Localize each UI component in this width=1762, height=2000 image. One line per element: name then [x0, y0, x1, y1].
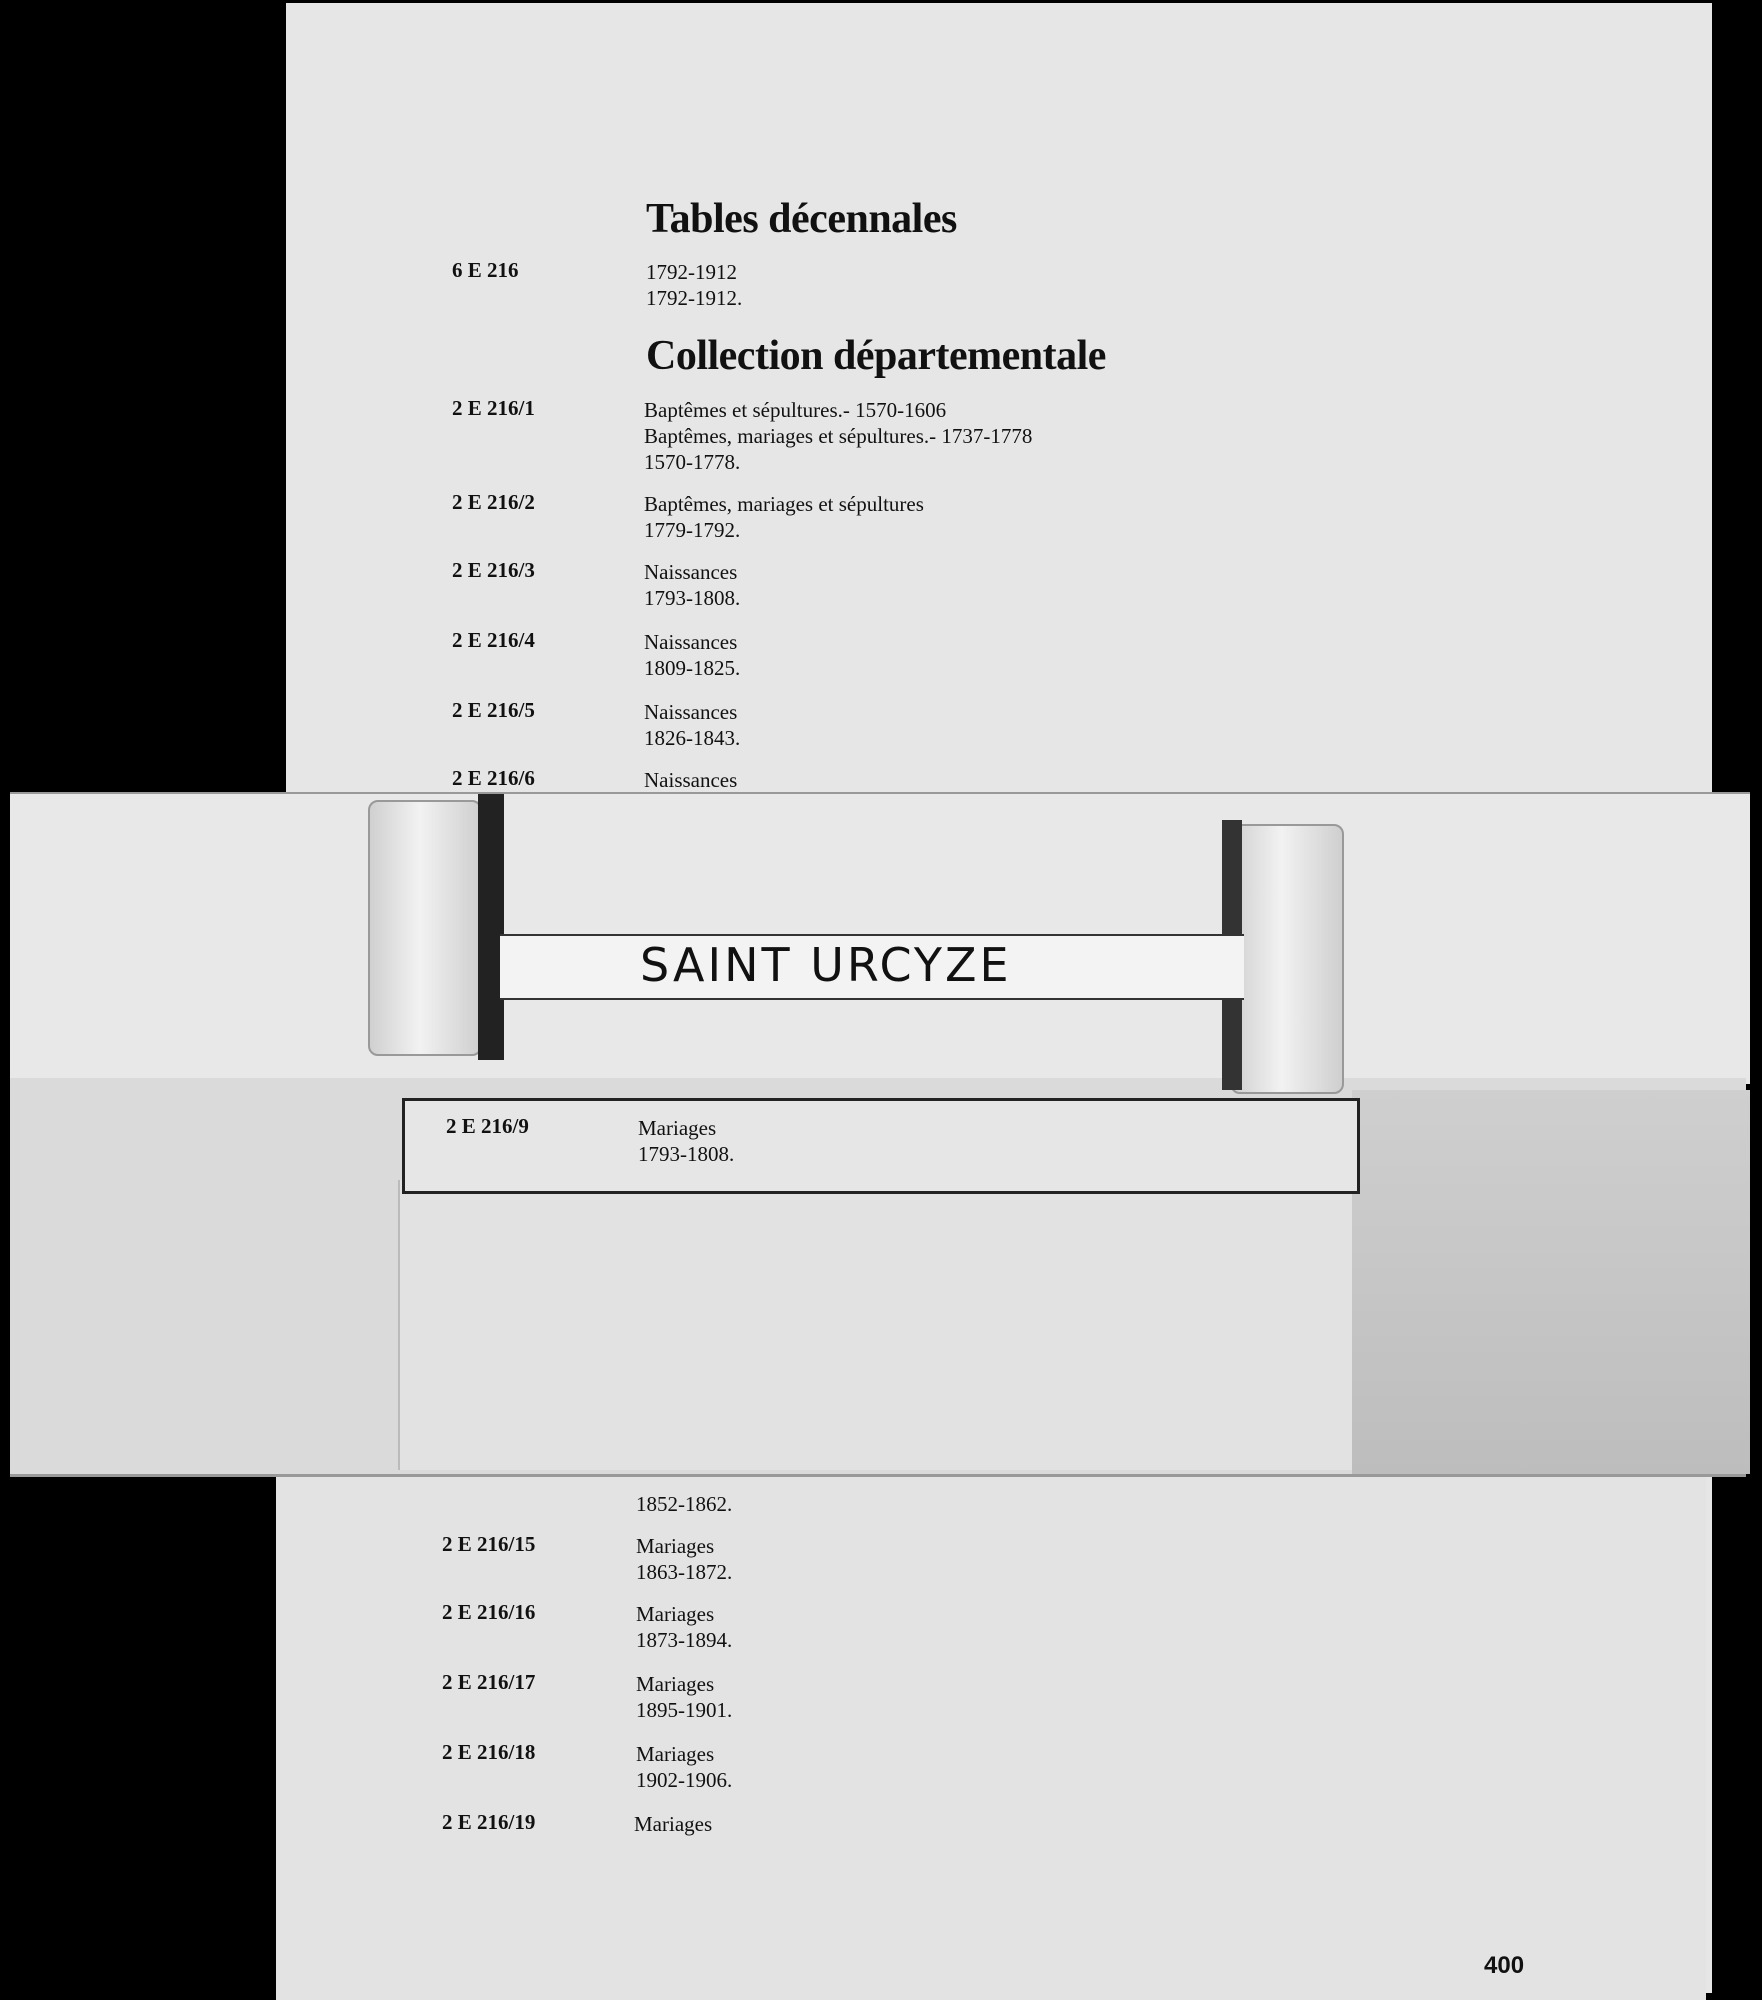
entry-code: 2 E 216/15 — [442, 1532, 536, 1556]
entry-line: Mariages — [636, 1742, 715, 1766]
entry-line: Mariages — [636, 1672, 715, 1696]
entry-line: 1826-1843. — [644, 726, 741, 750]
paper-roll-right — [1230, 824, 1344, 1094]
commune-label: SAINT URCYZE — [640, 938, 1012, 992]
inner-paper-panel — [398, 1180, 1352, 1470]
entry-code: 2 E 216/18 — [442, 1740, 536, 1764]
entry-line: Naissances — [644, 768, 738, 792]
entry-line: Naissances — [644, 630, 738, 654]
label-shaded-area — [1352, 1090, 1750, 1474]
entry-line: Mariages — [636, 1602, 715, 1626]
entry-code: 2 E 216/4 — [452, 628, 535, 652]
entry-line: Naissances — [644, 560, 738, 584]
paper-roll-left — [368, 800, 482, 1056]
roll-shadow — [478, 794, 504, 1060]
page-number: 400 — [1484, 1952, 1525, 1979]
section-heading-collection: Collection départementale — [646, 333, 1106, 379]
entry-line: 1895-1901. — [636, 1698, 733, 1722]
entry-line: 1863-1872. — [636, 1560, 733, 1584]
visible-entry-box — [402, 1098, 1360, 1194]
entry-line: 1792-1912 — [646, 260, 737, 284]
entry-code: 2 E 216/2 — [452, 490, 535, 514]
entry-line: 1793-1808. — [644, 586, 741, 610]
entry-line: Mariages — [638, 1116, 717, 1140]
entry-line: 1902-1906. — [636, 1768, 733, 1792]
entry-line: 1570-1778. — [644, 450, 741, 474]
entry-line: Naissances — [644, 700, 738, 724]
entry-line: 1873-1894. — [636, 1628, 733, 1652]
entry-code: 2 E 216/16 — [442, 1600, 536, 1624]
entry-code: 2 E 216/5 — [452, 698, 535, 722]
entry-line: 1779-1792. — [644, 518, 741, 542]
entry-code: 2 E 216/3 — [452, 558, 535, 582]
entry-code: 6 E 216 — [452, 258, 519, 282]
entry-line: Mariages — [636, 1534, 715, 1558]
entry-line: Mariages — [634, 1812, 713, 1836]
entry-line: Baptêmes, mariages et sépultures — [644, 492, 924, 516]
entry-line: 1809-1825. — [644, 656, 741, 680]
entry-code: 2 E 216/9 — [446, 1114, 529, 1138]
entry-line: Baptêmes et sépultures.- 1570-1606 — [644, 398, 947, 422]
entry-line: Baptêmes, mariages et sépultures.- 1737-1778 — [644, 424, 1033, 448]
section-heading-tables: Tables décennales — [646, 196, 957, 242]
entry-code: 2 E 216/1 — [452, 396, 535, 420]
entry-code: 2 E 216/17 — [442, 1670, 536, 1694]
entry-line: 1852-1862. — [636, 1492, 733, 1516]
entry-code: 2 E 216/6 — [452, 766, 535, 790]
entry-line: 1793-1808. — [638, 1142, 735, 1166]
entry-code: 2 E 216/19 — [442, 1810, 536, 1834]
entry-line: 1792-1912. — [646, 286, 743, 310]
